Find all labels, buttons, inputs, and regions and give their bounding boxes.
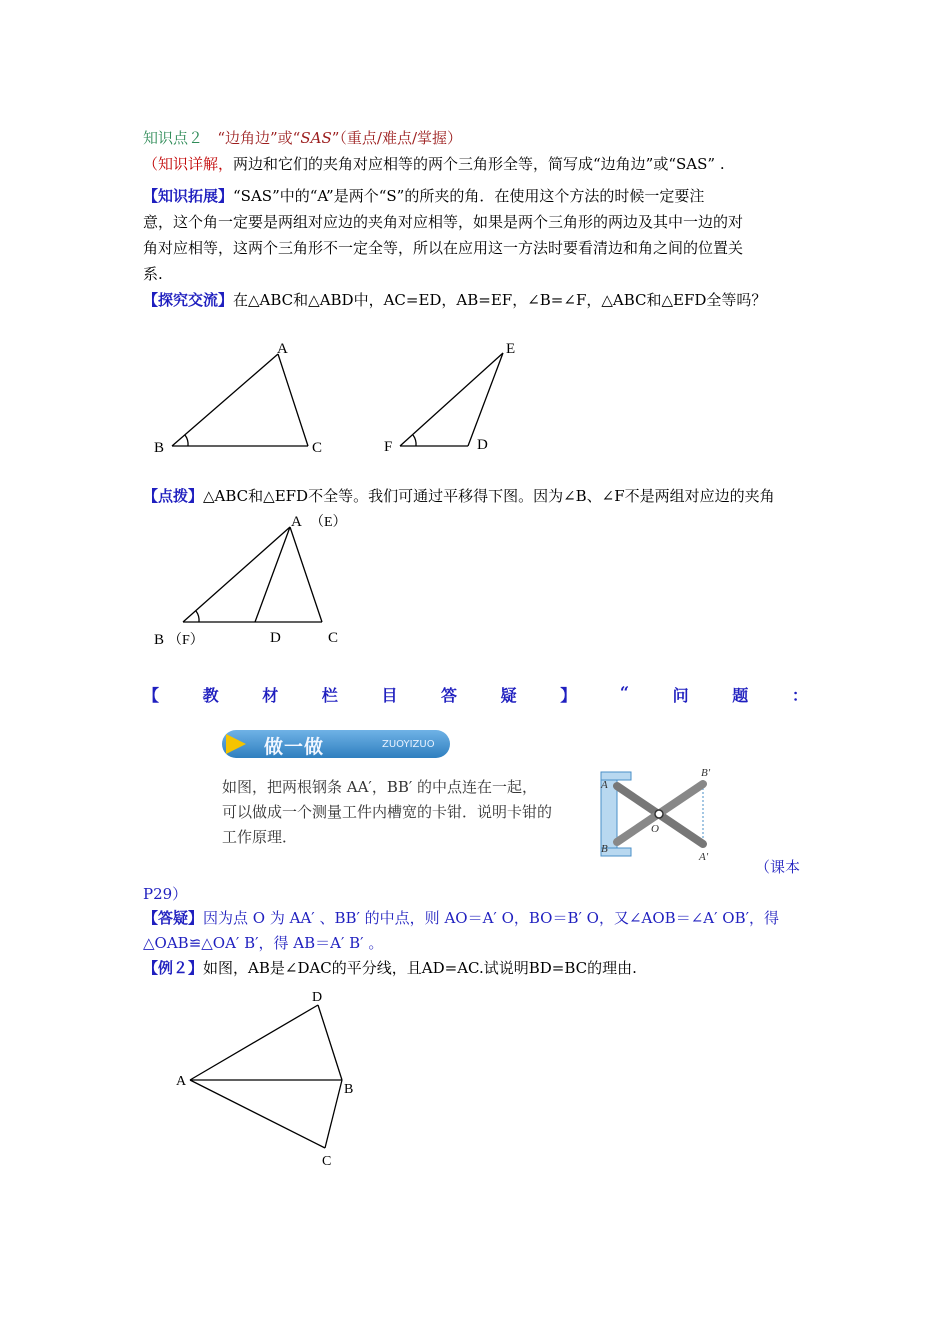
- pivot-o: [655, 810, 663, 818]
- label-b: B: [154, 440, 165, 456]
- overlap-lines: [183, 527, 322, 622]
- doit-banner: [222, 730, 450, 758]
- side-db: [318, 1005, 342, 1080]
- textbook-char: 栏: [321, 686, 338, 705]
- side-ba2: [183, 527, 290, 622]
- doit-line: 如图，把两根钢条 AA′，BB′ 的中点连在一起，: [222, 778, 538, 796]
- example2-line: [143, 956, 637, 980]
- extension-text-1: “SAS”中的“A”是两个“S”的所夹的角．在使用这个方法的时候一定要注: [233, 187, 705, 205]
- explore-label: 【探究交流】: [143, 291, 234, 309]
- kite-label-d: D: [312, 990, 323, 1005]
- textbook-char: 材: [262, 686, 279, 705]
- textbook-char: 目: [381, 686, 398, 705]
- doit-text: [222, 775, 552, 850]
- label-d2: D: [270, 630, 281, 646]
- angle-b-arc: [185, 435, 188, 446]
- label-f: F: [384, 439, 393, 455]
- extension-label: 【知识拓展】: [143, 187, 234, 205]
- label-b2: B: [154, 632, 165, 648]
- caliper-label-b: B: [601, 843, 608, 855]
- detail-line: [143, 152, 725, 176]
- textbook-char: 问: [672, 686, 689, 705]
- section-title-end: ”: [331, 129, 340, 147]
- caliper-label-o: O: [651, 823, 659, 835]
- label-d: D: [477, 437, 488, 453]
- doit-line: 可以做成一个测量工件内槽宽的卡钳．说明卡钳的: [222, 803, 553, 821]
- extension-line-2: 意，这个角一定要是两组对应边的夹角对应相等，如果是两个三角形的两边及其中一边的对: [143, 213, 744, 231]
- section-tags: （重点/难点/掌握）: [339, 129, 463, 147]
- section-title: [143, 126, 462, 150]
- extension-line-4: 系.: [143, 265, 163, 283]
- label-e: E: [506, 341, 516, 357]
- doit-title: 做一做: [264, 736, 325, 758]
- label-a: A: [277, 341, 288, 357]
- source-part1: （课本: [755, 858, 801, 876]
- hint-label: 【点拨】: [143, 487, 204, 505]
- textbook-char: 】: [560, 686, 577, 705]
- caliper-label-a: A: [601, 779, 608, 791]
- kite-label-b: B: [344, 1082, 354, 1097]
- detail-text: 两边和它们的夹角对应相等的两个三角形全等，简写成“边角边”或“SAS” .: [233, 155, 725, 173]
- label-c2: C: [328, 630, 339, 646]
- textbook-char: “: [619, 683, 630, 702]
- figure-kite: [170, 985, 370, 1175]
- side-fe: [400, 353, 503, 446]
- kite-label-a: A: [176, 1074, 187, 1089]
- caliper-label-bp: B′: [701, 767, 711, 779]
- triangle-abc: [172, 354, 308, 446]
- example2-text: 如图，AB是∠DAC的平分线，且AD=AC.试说明BD=BC的理由.: [203, 959, 637, 977]
- doit-line: 工作原理．: [222, 828, 298, 846]
- side-ac: [190, 1080, 325, 1148]
- textbook-heading: [143, 683, 808, 706]
- textbook-char: 题: [732, 686, 749, 705]
- doit-subtitle: ZUOYIZUO: [382, 739, 435, 750]
- textbook-char: ：: [791, 686, 808, 705]
- source-part2: P29）: [143, 885, 188, 903]
- side-ba: [172, 354, 278, 446]
- label-a2: A: [291, 514, 302, 530]
- hint-line: [143, 484, 775, 508]
- hint-text: △ABC和△EFD不全等。我们可通过平移得下图。因为∠B、∠F不是两组对应边的夹角: [203, 487, 775, 505]
- angle-bf-arc: [196, 611, 199, 622]
- answer-text-1: 因为点 O 为 AA′ 、BB′ 的中点，则 AO＝A′ O，BO＝B′ O，又∠AOB＝∠A′ OB′，得: [203, 909, 779, 927]
- figure-triangles: [140, 335, 540, 465]
- explore-line: [143, 288, 766, 312]
- answer-line-2: △OAB≌△OA′ B′，得 AB＝A′ B′ 。: [143, 934, 384, 952]
- textbook-char: 疑: [500, 686, 517, 705]
- textbook-char: 答: [441, 686, 458, 705]
- side-ac: [278, 354, 308, 446]
- figure-overlap: [140, 510, 380, 650]
- play-icon: [226, 734, 246, 754]
- answer-label: 【答疑】: [143, 909, 204, 927]
- label-c: C: [312, 440, 323, 456]
- example2-label: 【例２】: [143, 959, 204, 977]
- caliper-illustration: [595, 764, 725, 866]
- side-ac2: [290, 527, 322, 622]
- kite-label-c: C: [322, 1154, 332, 1169]
- section-label: 知识点２: [143, 129, 204, 147]
- extension-line-1: [143, 184, 704, 208]
- extension-line-3: 角对应相等，这两个三角形不一定全等，所以在应用这一方法时要看清边和角之间的位置关: [143, 239, 744, 257]
- section-title-sas: SAS: [300, 129, 332, 147]
- side-bc: [325, 1080, 342, 1148]
- detail-label: （知识详解，: [143, 155, 234, 173]
- side-ad2: [255, 527, 290, 622]
- textbook-char: 教: [202, 686, 219, 705]
- caliper-label-ap: A′: [699, 851, 709, 863]
- label-f2: （F）: [168, 633, 204, 648]
- textbook-char: 【: [143, 686, 160, 705]
- answer-line-1: [143, 906, 779, 930]
- side-ed: [468, 353, 503, 446]
- label-e2: （E）: [310, 515, 347, 530]
- explore-text: 在△ABC和△ABD中，AC=ED，AB=EF，∠B=∠F，△ABC和△EFD全等吗？: [233, 291, 767, 309]
- section-title-text: “边角边”或“: [217, 129, 301, 147]
- triangle-efd: [400, 353, 503, 446]
- side-ad: [190, 1005, 318, 1080]
- kite-lines: [190, 1005, 342, 1148]
- angle-f-arc: [413, 435, 416, 446]
